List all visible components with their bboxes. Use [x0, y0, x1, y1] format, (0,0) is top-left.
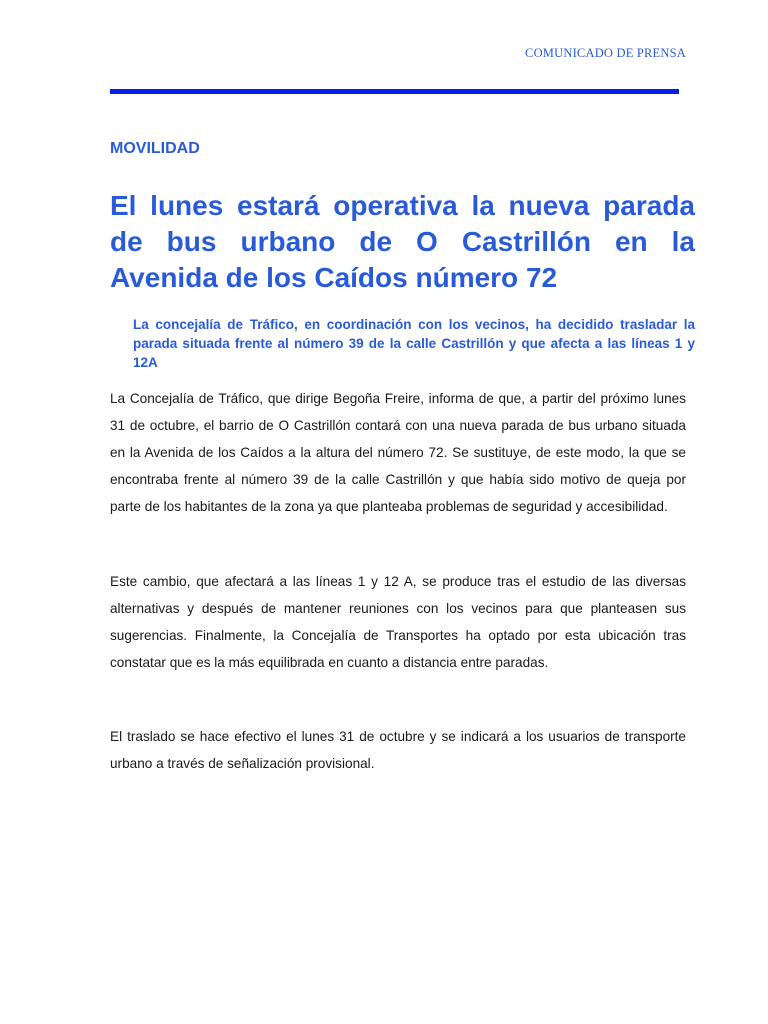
body-paragraph-3: El traslado se hace efectivo el lunes 31 de octubre y se indicará a los usuarios de transporte urbano a través de señalización provisional.	[110, 729, 686, 771]
header-divider	[110, 89, 679, 94]
section-label: MOVILIDAD	[110, 140, 200, 157]
article-subheadline: La concejalía de Tráfico, en coordinación con los vecinos, ha decidido trasladar la parada situada frente al número 39 de la calle Castrillón y que afecta a las líneas 1 y 12A	[133, 317, 695, 370]
article-headline: El lunes estará operativa la nueva parada de bus urbano de O Castrillón en la Avenida de los Caídos número 72	[110, 190, 695, 293]
press-release-label: COMUNICADO DE PRENSA	[525, 46, 686, 60]
body-paragraph-1: La Concejalía de Tráfico, que dirige Begoña Freire, informa de que, a partir del próximo lunes 31 de octubre, el barrio de O Castrillón contará con una nueva parada de bus urbano situada en la Avenida de los Caídos a la altura del número 72. Se sustituye, de este modo, la que se encontraba frente al número 39 de la calle Castrillón y que había sido motivo de queja por parte de los habitantes de la zona ya que planteaba problemas de seguridad y accesibilidad.	[110, 391, 686, 514]
body-paragraph-2: Este cambio, que afectará a las líneas 1 y 12 A, se produce tras el estudio de las diversas alternativas y después de mantener reuniones con los vecinos para que planteasen sus sugerencias. Finalmente, la Concejalía de Transportes ha optado por esta ubicación tras constatar que es la más equilibrada en cuanto a distancia entre paradas.	[110, 574, 686, 670]
